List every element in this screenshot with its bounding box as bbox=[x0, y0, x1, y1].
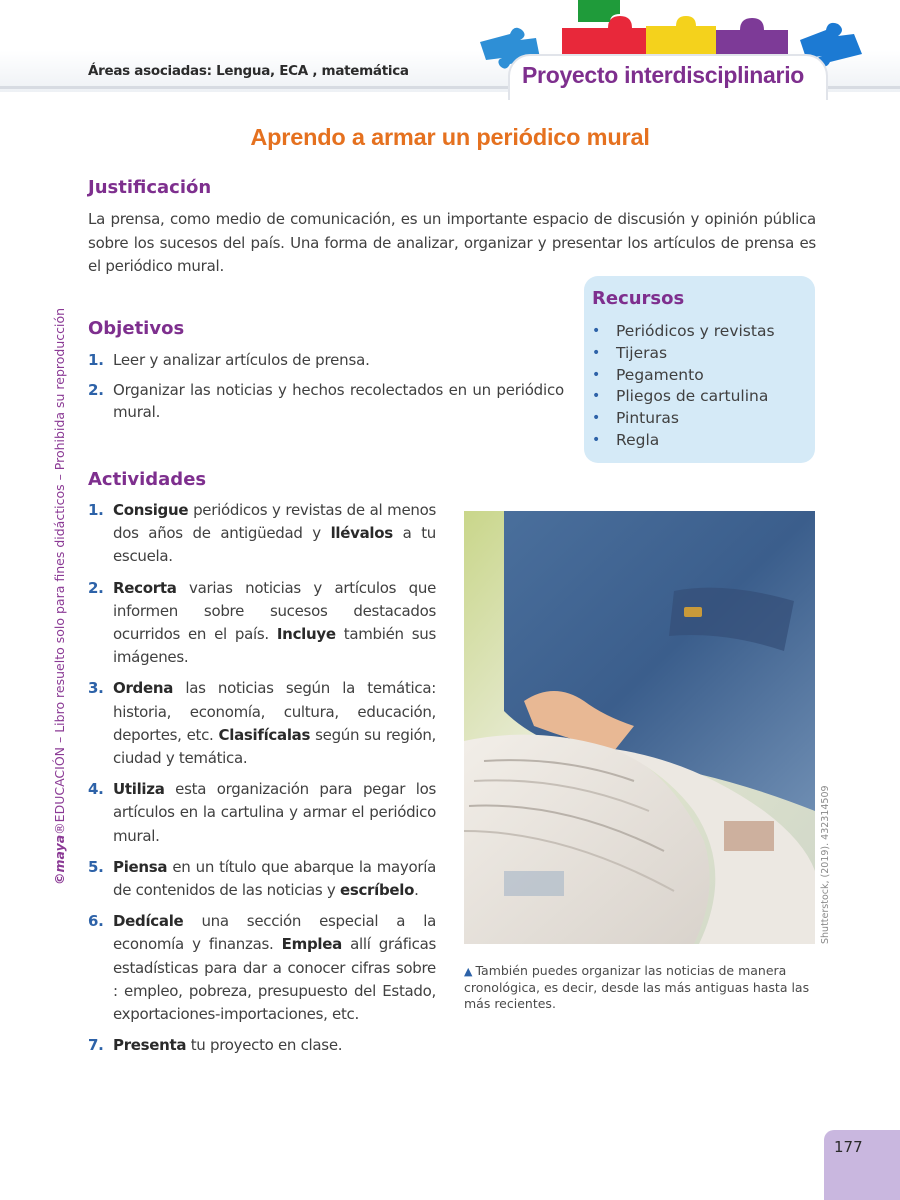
actividad-verb: escríbelo bbox=[339, 881, 415, 900]
actividad-verb: Presenta bbox=[113, 1036, 187, 1055]
puzzle-piece-yellow bbox=[646, 16, 716, 58]
actividad-number: 2. bbox=[88, 578, 104, 597]
recurso-item bbox=[592, 408, 775, 430]
page-title: Aprendo a armar un periódico mural bbox=[250, 124, 650, 150]
objetivo-number: 2. bbox=[88, 381, 104, 399]
recurso-text: Pliegos de cartulina bbox=[616, 387, 769, 406]
actividad-number: 5. bbox=[88, 857, 104, 876]
actividad-item bbox=[88, 778, 436, 848]
actividad-text: a tu escuela. bbox=[113, 524, 436, 566]
caption-text: También puedes organizar las noticias de manera cronológica, es decir, desde las más antiguas hasta las más recientes. bbox=[464, 963, 810, 1011]
recurso-item bbox=[592, 386, 775, 408]
actividad-text: allí gráficas estadísticas para dar a conocer cifras sobre : empleo, pobreza, presupuesto del Estado, exportaciones-importaciones, etc. bbox=[113, 935, 436, 1024]
recurso-item bbox=[592, 430, 775, 452]
actividad-verb: Clasifícalas bbox=[218, 725, 311, 744]
project-label: Proyecto interdisciplinario bbox=[522, 62, 805, 88]
actividades-list bbox=[88, 499, 436, 1065]
photo-caption bbox=[464, 963, 819, 1012]
actividad-number: 7. bbox=[88, 1036, 104, 1055]
actividad-number: 6. bbox=[88, 912, 104, 931]
associated-areas: Áreas asociadas: Lengua, ECA , matemática bbox=[88, 63, 409, 79]
justificacion-heading: Justificación bbox=[88, 177, 212, 198]
objetivo-number: 1. bbox=[88, 351, 104, 369]
bullet-icon: • bbox=[592, 323, 601, 339]
actividad-number: 3. bbox=[88, 679, 104, 698]
bullet-icon: • bbox=[592, 431, 601, 448]
actividad-text: periódicos y revistas de al menos dos años de antigüedad y bbox=[113, 501, 436, 543]
actividad-verb: llévalos bbox=[330, 524, 393, 543]
recurso-text: Pinturas bbox=[616, 409, 679, 428]
bullet-icon: • bbox=[592, 366, 601, 383]
recurso-item bbox=[592, 321, 775, 343]
actividad-text: tu proyecto en clase. bbox=[186, 1036, 343, 1055]
recursos-list bbox=[592, 321, 775, 452]
recurso-text: Pegamento bbox=[616, 365, 704, 384]
actividad-item bbox=[88, 856, 436, 902]
actividad-item bbox=[88, 1034, 436, 1057]
actividad-text: según su región, ciudad y temática. bbox=[113, 725, 436, 768]
magazine-reading-photo bbox=[464, 511, 815, 944]
objetivos-heading: Objetivos bbox=[88, 318, 185, 339]
actividad-text: varias noticias y artículos que informen sobre sucesos destacados ocurridos en el país. bbox=[113, 578, 436, 644]
actividad-verb: Ordena bbox=[113, 679, 174, 698]
actividad-verb: Piensa bbox=[113, 857, 168, 876]
actividad-number: 4. bbox=[88, 780, 104, 799]
bullet-icon: • bbox=[592, 344, 601, 361]
actividad-verb: Recorta bbox=[113, 578, 177, 597]
copyright-text: ®EDUCACIÓN – Libro resuelto solo para fines didácticos – Prohibida su reproducción bbox=[52, 307, 67, 835]
objetivo-text: Organizar las noticias y hechos recolectados en un periódico mural. bbox=[113, 381, 564, 421]
actividad-verb: Utiliza bbox=[113, 780, 165, 799]
actividad-verb: Consigue bbox=[113, 501, 189, 519]
objetivos-list bbox=[88, 349, 564, 431]
objetivo-item bbox=[88, 349, 564, 371]
actividad-verb: Dedícale bbox=[113, 912, 184, 931]
actividad-text: las noticias según la temática: historia, economía, cultura, educación, deportes, etc. bbox=[113, 679, 436, 744]
actividad-item bbox=[88, 499, 436, 569]
actividad-verb: Incluye bbox=[276, 625, 336, 644]
caption-triangle-icon: ▲ bbox=[464, 965, 473, 978]
justificacion-text: La prensa, como medio de comunicación, es un importante espacio de discusión y opinión pública sobre los sucesos del país. Una forma de analizar, organizar y presentar los artículos de prensa es el periódico mural. bbox=[88, 210, 816, 275]
actividad-item bbox=[88, 677, 436, 770]
recurso-text: Regla bbox=[616, 430, 660, 449]
objetivo-text: Leer y analizar artículos de prensa. bbox=[113, 351, 370, 369]
actividades-heading: Actividades bbox=[88, 469, 207, 490]
brand-mark: ©maya bbox=[52, 834, 67, 885]
actividad-text: una sección especial a la economía y finanzas. bbox=[113, 912, 436, 954]
recurso-text: Tijeras bbox=[616, 343, 668, 362]
puzzle-piece-purple bbox=[716, 18, 788, 58]
actividad-item bbox=[88, 910, 436, 1026]
recurso-item bbox=[592, 365, 775, 387]
recurso-text: Periódicos y revistas bbox=[616, 322, 775, 340]
bullet-icon: • bbox=[592, 388, 601, 405]
bullet-icon: • bbox=[592, 410, 601, 427]
photo-credit: Shutterstock, (2019). 432314509 bbox=[820, 785, 831, 944]
actividad-item bbox=[88, 577, 436, 670]
actividad-text: también sus imágenes. bbox=[113, 625, 436, 667]
actividad-text: esta organización para pegar los artículos en la cartulina y armar el periódico mural. bbox=[113, 780, 436, 845]
actividad-text: en un título que abarque la mayoría de contenidos de las noticias y bbox=[113, 857, 436, 900]
page-number: 177 bbox=[834, 1138, 863, 1156]
copyright-strip bbox=[52, 307, 74, 885]
recursos-heading: Recursos bbox=[592, 288, 685, 309]
actividad-verb: Emplea bbox=[281, 935, 342, 954]
objetivo-item bbox=[88, 379, 564, 423]
recurso-item bbox=[592, 343, 775, 365]
actividad-number: 1. bbox=[88, 501, 104, 519]
actividad-text: . bbox=[414, 881, 419, 900]
